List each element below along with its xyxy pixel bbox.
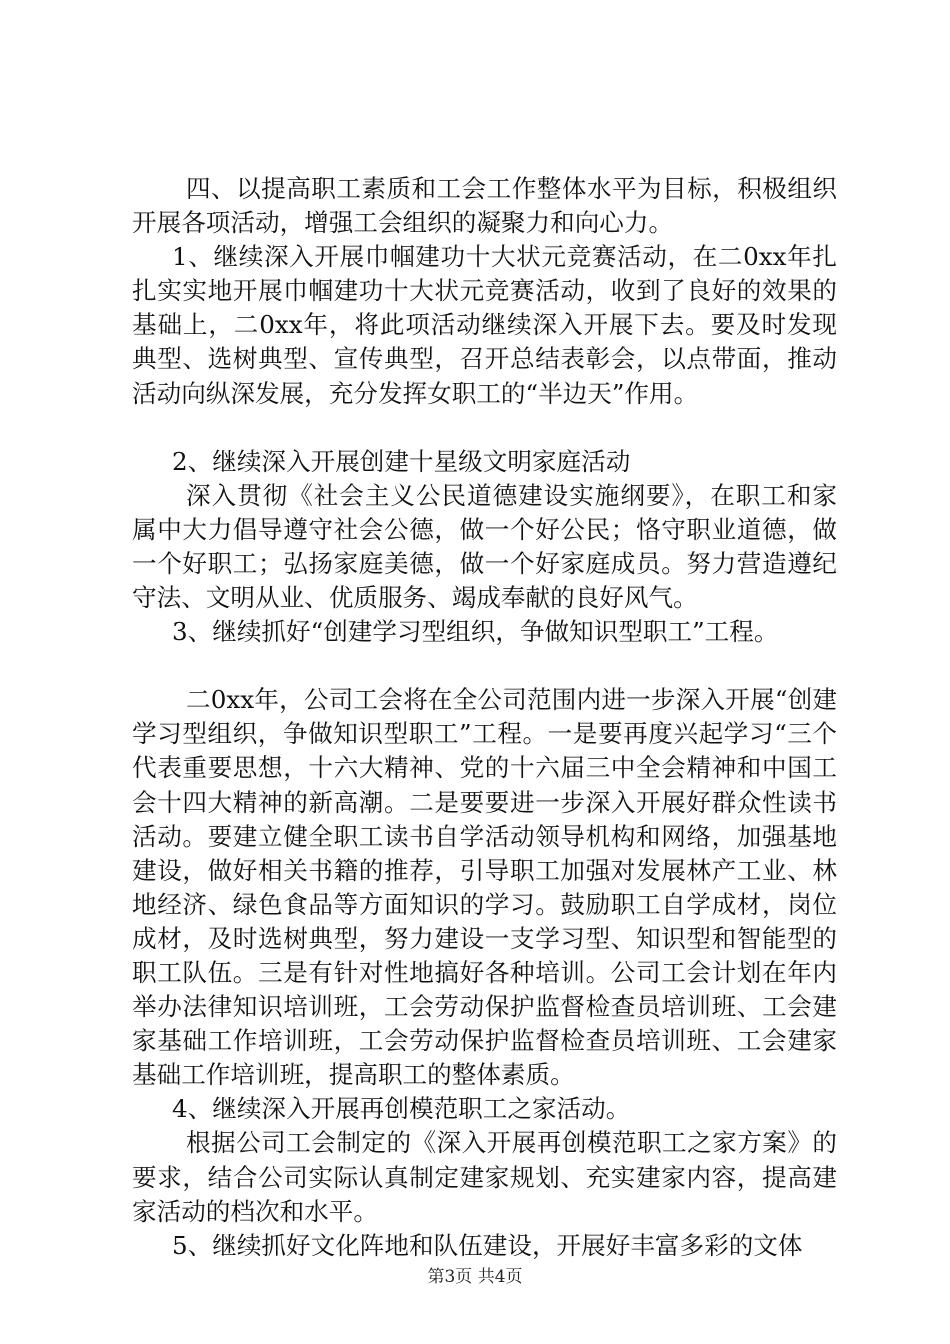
section-heading-four: 四、以提高职工素质和工会工作整体水平为目标，积极组织开展各项活动，增强工会组织的凝聚力和向心力。: [132, 174, 837, 238]
item-2-paragraph: 深入贯彻《社会主义公民道德建设实施纲要》，在职工和家属中大力倡导遵守社会公德，做一个好公民；恪守职业道德，做一个好职工；弘扬家庭美德，做一个好家庭成员。努力营造遵纪守法、文明从业、优质服务、竭成奉献的良好风气。: [132, 480, 837, 613]
document-body: [132, 172, 837, 1263]
item-3-paragraph: 二0xx年，公司工会将在全公司范围内进一步深入开展“创建学习型组织，争做知识型职工”工程。一是要再度兴起学习“三个代表重要思想，十六大精神、党的十六届三中全会精神和中国工会十四大精神的新高潮。二是要要进一步深入开展好群众性读书活动。要建立健全职工读书自学活动领导机构和网络，加强基地建设，做好相关书籍的推荐，引导职工加强对发展林产工业、林地经济、绿色食品等方面知识的学习。鼓励职工自学成材，岗位成材，及时选树典型，努力建设一支学习型、知识型和智能型的职工队伍。三是有针对性地搞好各种培训。公司工会计划在年内举办法律知识培训班，工会劳动保护监督检查员培训班、工会建家基础工作培训班，工会劳动保护监督检查员培训班、工会建家基础工作培训班，提高职工的整体素质。: [132, 685, 837, 1090]
item-4-paragraph: 根据公司工会制定的《深入开展再创模范职工之家方案》的要求，结合公司实际认真制定建家规划、充实建家内容，提高建家活动的档次和水平。: [132, 1128, 837, 1226]
item-4-heading: 4、继续深入开展再创模范职工之家活动。: [172, 1094, 631, 1124]
item-3-heading: 3、继续抓好“创建学习型组织，争做知识型职工”工程。: [172, 617, 779, 647]
item-1-paragraph: 1、继续深入开展巾帼建功十大状元竞赛活动，在二0xx年扎扎实实地开展巾帼建功十大状元竞赛活动，收到了良好的效果的基础上，二0xx年，将此项活动继续深入开展下去。要及时发现典型、选树典型、宣传典型，召开总结表彰会，以点带面，推动活动向纵深发展，充分发挥女职工的“半边天”作用。: [132, 242, 837, 408]
item-5-heading: 5、继续抓好文化阵地和队伍建设，开展好丰富多彩的文体: [172, 1230, 803, 1260]
item-2-heading: 2、继续深入开展创建十星级文明家庭活动: [172, 446, 631, 476]
page-number-footer: 第3页 共4页: [427, 1267, 523, 1287]
